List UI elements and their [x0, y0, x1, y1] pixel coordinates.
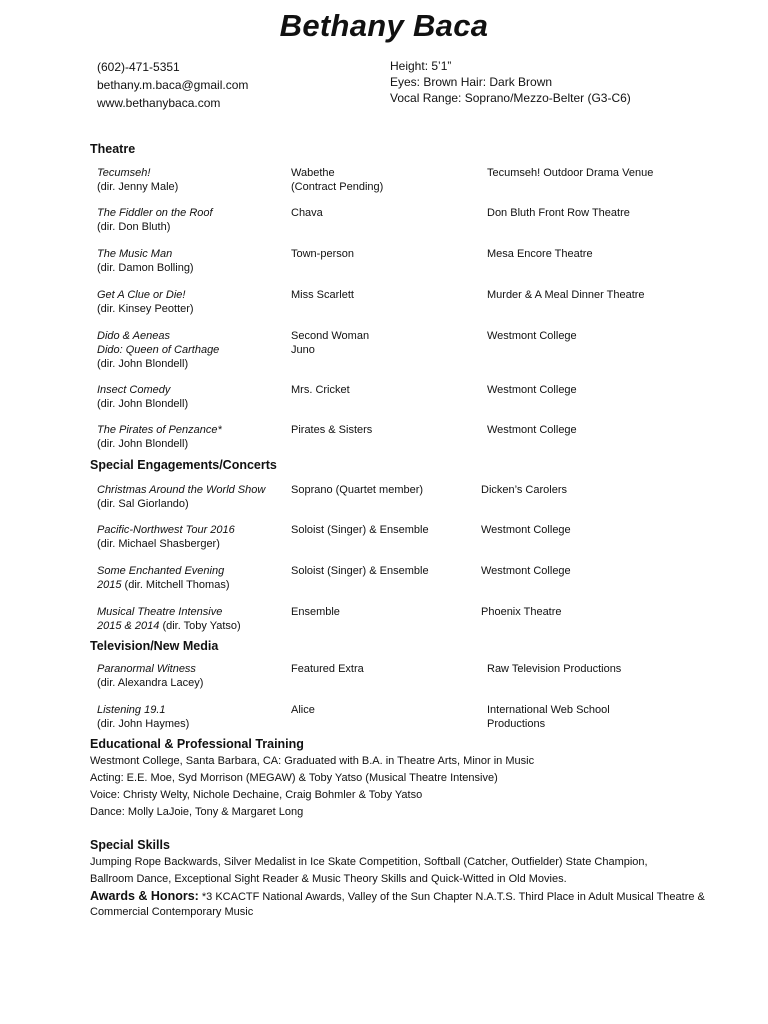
venue-cont: Productions	[487, 718, 546, 730]
show-title: Pacific-Northwest Tour 2016	[97, 524, 235, 536]
email-address: bethany.m.baca@gmail.com	[97, 78, 249, 92]
venue: International Web School	[487, 704, 610, 716]
show-title: The Pirates of Penzance*	[97, 424, 222, 436]
section-title: Special Engagements/Concerts	[90, 458, 277, 472]
show-title: Some Enchanted Evening	[97, 565, 225, 577]
role: Wabethe	[291, 167, 335, 179]
physical-info	[390, 58, 631, 106]
training-line: Voice: Christy Welty, Nichole Dechaine, Craig Bohmler & Toby Yatso	[90, 789, 423, 801]
venue: Westmont College	[481, 524, 571, 536]
show-year: 2015 & 2014	[97, 620, 160, 632]
contact-info	[97, 58, 248, 112]
role: Soloist (Singer) & Ensemble	[291, 565, 429, 577]
skills-heading	[90, 838, 710, 852]
skills-line: Jumping Rope Backwards, Silver Medalist in Ice Skate Competition, Softball (Catcher, Outfielder) State Champion,	[90, 856, 648, 868]
awards-label: Awards & Honors:	[90, 889, 199, 903]
show-subtitle: Dido: Queen of Carthage	[97, 344, 220, 356]
director: (dir. Toby Yatso)	[159, 620, 241, 632]
awards-section	[90, 889, 710, 920]
show-title: Christmas Around the World Show	[97, 484, 266, 496]
height: Height: 5’1”	[390, 59, 452, 73]
venue: Tecumseh! Outdoor Drama Venue	[487, 167, 654, 179]
director: (dir. Mitchell Thomas)	[121, 579, 230, 591]
show-title: Musical Theatre Intensive	[97, 606, 223, 618]
show-title: The Music Man	[97, 248, 173, 260]
vocal-range: Vocal Range: Soprano/Mezzo-Belter (G3-C6)	[390, 91, 631, 105]
role: Ensemble	[291, 606, 340, 618]
section-title: Educational & Professional Training	[90, 737, 304, 751]
director: (dir. John Blondell)	[97, 358, 189, 370]
resume-name: Bethany Baca	[279, 8, 489, 43]
role-note: (Contract Pending)	[291, 181, 384, 193]
role: Miss Scarlett	[291, 289, 354, 301]
director: (dir. Kinsey Peotter)	[97, 303, 194, 315]
training-line: Acting: E.E. Moe, Syd Morrison (MEGAW) & Toby Yatso (Musical Theatre Intensive)	[90, 772, 498, 784]
special-heading	[90, 458, 710, 472]
training-line: Dance: Molly LaJoie, Tony & Margaret Long	[90, 806, 304, 818]
training-heading	[90, 737, 710, 751]
director: (dir. John Blondell)	[97, 398, 189, 410]
director: (dir. John Blondell)	[97, 438, 189, 450]
theatre-heading	[90, 142, 710, 156]
director: (dir. John Haymes)	[97, 718, 190, 730]
section-title: Television/New Media	[90, 639, 219, 653]
show-title: Tecumseh!	[97, 167, 151, 179]
section-title: Theatre	[90, 142, 136, 156]
venue: Phoenix Theatre	[481, 606, 562, 618]
training-list	[90, 753, 710, 821]
awards-text: *3 KCACTF National Awards, Valley of the Sun Chapter N.A.T.S. Third Place in Adult Musical Theatre & Commercial Contemporary Music	[90, 891, 705, 918]
role: Second Woman	[291, 330, 370, 342]
eyes-hair: Eyes: Brown Hair: Dark Brown	[390, 75, 553, 89]
show-year: 2015	[97, 579, 122, 591]
show-title: Insect Comedy	[97, 384, 171, 396]
venue: Westmont College	[481, 565, 571, 577]
venue: Raw Television Productions	[487, 663, 622, 675]
role: Alice	[291, 704, 315, 716]
director: (dir. Jenny Male)	[97, 181, 179, 193]
venue: Murder & A Meal Dinner Theatre	[487, 289, 645, 301]
role: Soprano (Quartet member)	[291, 484, 424, 496]
director: (dir. Don Bluth)	[97, 221, 171, 233]
venue: Westmont College	[487, 424, 577, 436]
venue: Westmont College	[487, 384, 577, 396]
role-second: Juno	[291, 344, 315, 356]
tv-heading	[90, 639, 710, 653]
role: Mrs. Cricket	[291, 384, 350, 396]
venue: Mesa Encore Theatre	[487, 248, 593, 260]
venue: Westmont College	[487, 330, 577, 342]
phone-number: (602)-471-5351	[97, 60, 180, 74]
director: (dir. Michael Shasberger)	[97, 538, 220, 550]
section-title: Special Skills	[90, 838, 170, 852]
role: Pirates & Sisters	[291, 424, 373, 436]
training-line: Westmont College, Santa Barbara, CA: Graduated with B.A. in Theatre Arts, Minor in Music	[90, 755, 535, 767]
show-title: Get A Clue or Die!	[97, 289, 186, 301]
skills-list	[90, 854, 710, 888]
role: Soloist (Singer) & Ensemble	[291, 524, 429, 536]
skills-line: Ballroom Dance, Exceptional Sight Reader & Music Theory Skills and Quick-Witted in Old Movies.	[90, 873, 567, 885]
role: Featured Extra	[291, 663, 364, 675]
show-title: Dido & Aeneas	[97, 330, 170, 342]
director: (dir. Alexandra Lacey)	[97, 677, 204, 689]
role: Town-person	[291, 248, 354, 260]
role: Chava	[291, 207, 323, 219]
venue: Dicken’s Carolers	[481, 484, 567, 496]
venue: Don Bluth Front Row Theatre	[487, 207, 630, 219]
show-title: The Fiddler on the Roof	[97, 207, 213, 219]
director: (dir. Damon Bolling)	[97, 262, 194, 274]
director: (dir. Sal Giorlando)	[97, 498, 189, 510]
website: www.bethanybaca.com	[97, 96, 221, 110]
show-title: Paranormal Witness	[97, 663, 196, 675]
show-title: Listening 19.1	[97, 704, 166, 716]
